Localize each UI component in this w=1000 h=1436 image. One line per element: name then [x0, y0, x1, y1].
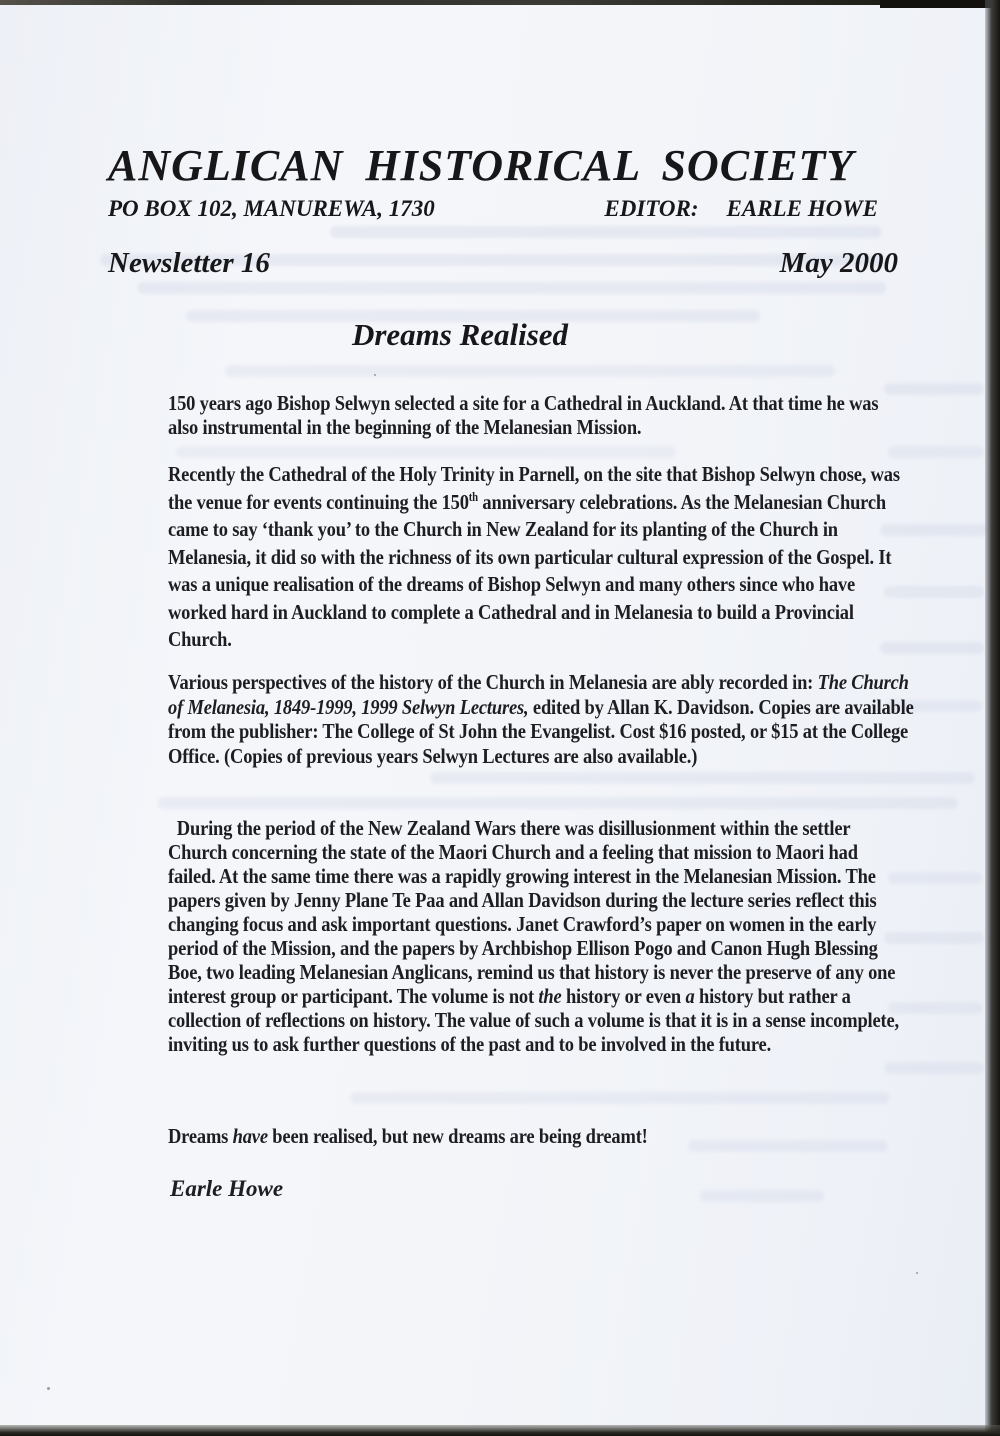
editor-name: EARLE HOWE	[726, 196, 878, 221]
scan-speck	[47, 1387, 50, 1390]
scan-speck	[916, 1272, 918, 1274]
paragraph-3-text-a: Various perspectives of the history of the Church in Melanesia are ably recorded in:	[168, 670, 818, 694]
page-title: ANGLICAN HISTORICAL SOCIETY	[108, 141, 855, 190]
paragraph-4-text-c: history but rather a collection of reflections on history. The value of such a volume is that it is in a sense incomplete, inviting us to ask further questions of the past and to be involved in the future.	[168, 984, 899, 1056]
issue-row	[108, 247, 898, 280]
book-title: The Church of Melanesia, 1849-1999, 1999 Selwyn Lectures,	[168, 670, 909, 719]
paragraph-3	[168, 670, 914, 768]
bleedthrough-artifact	[138, 282, 886, 294]
bleedthrough-artifact	[330, 226, 882, 238]
bleedthrough-artifact	[350, 1092, 890, 1104]
paragraph-4-text-a: During the period of the New Zealand Wars there was disillusionment within the settler Church concerning the state of the Maori Church and a feeling that mission to Maori had failed. At the same time there was a rapidly growing interest in the Melanesian Mission. The papers given by Jenny Plane Te Paa and Allan Davidson during the lecture series reflect this changing focus and ask important questions. Janet Crawford’s paper on women in the early period of the Mission, and the papers by Archbishop Ellison Pogo and Canon Hugh Blessing Boe, two leading Melanesian Anglicans, remind us that history is never the preserve of any one interest group or participant. The volume is not	[168, 816, 896, 1008]
bleedthrough-artifact	[888, 872, 982, 884]
scan-speck	[374, 374, 376, 376]
editor-group	[604, 196, 878, 222]
article-heading: Dreams Realised	[351, 317, 569, 352]
paragraph-1: 150 years ago Bishop Selwyn selected a site for a Cathedral in Auckland. At that time he was also instrumental in the beginning of the Melanesian Mission.	[168, 391, 879, 439]
emphasis-the: the	[538, 984, 562, 1008]
paragraph-4	[168, 816, 900, 1056]
bleedthrough-artifact	[688, 1140, 888, 1152]
scan-edge-bottom	[0, 1425, 1000, 1436]
paragraph-2	[168, 461, 914, 654]
signature: Earle Howe	[170, 1176, 284, 1201]
superscript-th: th	[468, 489, 478, 504]
po-box-address: PO BOX 102, MANUREWA, 1730	[108, 196, 435, 221]
scan-edge-top-right	[880, 0, 1000, 8]
editor-label: EDITOR:	[604, 196, 699, 221]
masthead-address-row	[108, 196, 878, 222]
emphasis-have: have	[232, 1124, 268, 1148]
bleedthrough-artifact	[158, 797, 958, 809]
issue-date: May 2000	[779, 247, 898, 279]
closing-line	[168, 1124, 648, 1148]
closing-text-b: been realised, but new dreams are being dreamt!	[267, 1124, 648, 1148]
bleedthrough-artifact	[176, 446, 676, 458]
emphasis-a: a	[685, 984, 695, 1008]
bleedthrough-artifact	[700, 1190, 824, 1202]
bleedthrough-artifact	[888, 446, 984, 458]
bleedthrough-artifact	[884, 1062, 984, 1074]
paragraph-2-text-a: Recently the Cathedral of the Holy Trinity in Parnell, on the site that Bishop Selwyn chose, was the venue for events continuing the 150	[168, 462, 900, 514]
paragraph-2-text-b: anniversary celebrations. As the Melanesian Church came to say ‘thank you’ to the Church in New Zealand for its planting of the Church in Melanesia, it did so with the richness of its own particular cultural expression of the Gospel. It was a unique realisation of the dreams of Bishop Selwyn and many others since who have worked hard in Auckland to complete a Cathedral and in Melanesia to build a Provincial Church.	[168, 489, 892, 651]
scan-edge-right	[985, 0, 1000, 1436]
scan-edge-top	[0, 0, 1000, 5]
paragraph-3-text-b: edited by Allan K. Davidson. Copies are available from the publisher: The College of St John the Evangelist. Cost $16 posted, or $15 at the College Office. (Copies of previous years Selwyn Lectures are also available.)	[168, 694, 914, 768]
paragraph-4-text-b: history or even	[561, 984, 686, 1008]
closing-text-a: Dreams	[168, 1124, 233, 1148]
newsletter-issue: Newsletter 16	[108, 247, 270, 279]
bleedthrough-artifact	[225, 365, 835, 377]
bleedthrough-artifact	[884, 383, 984, 395]
bleedthrough-artifact	[430, 772, 975, 784]
bleedthrough-artifact	[888, 1002, 982, 1014]
